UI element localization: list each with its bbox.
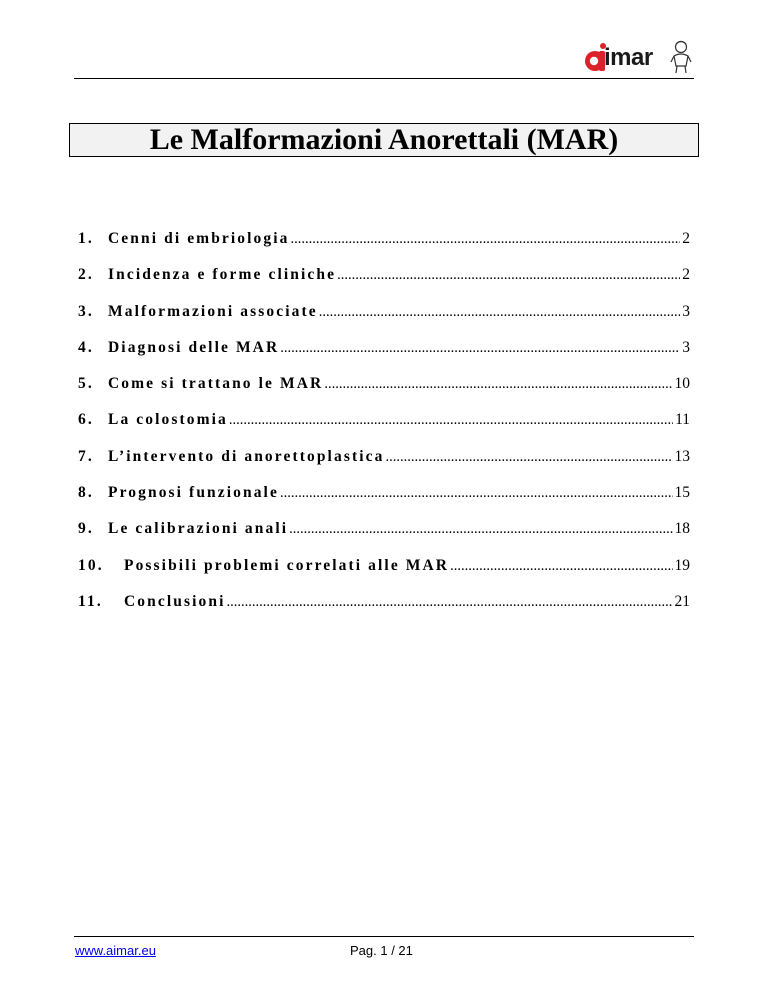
title-box — [69, 123, 699, 157]
toc-entry[interactable] — [78, 375, 690, 411]
toc-title: Conclusioni — [124, 592, 226, 610]
footer-divider — [74, 936, 694, 937]
footer-page-number: Pag. 1 / 21 — [350, 943, 413, 958]
toc-page-number: 10 — [674, 375, 690, 393]
toc-entry[interactable] — [78, 266, 690, 302]
toc-page-number: 2 — [682, 266, 690, 284]
toc-number: 7. — [78, 447, 94, 465]
toc-entry[interactable] — [78, 557, 690, 593]
toc-number: 6. — [78, 411, 94, 429]
toc-title: Le calibrazioni anali — [108, 520, 289, 538]
header-divider — [74, 78, 694, 79]
toc-leader-dots — [280, 485, 673, 502]
toc-number: 2. — [78, 266, 94, 284]
toc-number: 11. — [78, 592, 103, 610]
toc-page-number: 11 — [675, 411, 690, 429]
toc-leader-dots — [227, 594, 673, 611]
toc-title: Cenni di embriologia — [108, 230, 290, 247]
aimar-logo — [582, 40, 694, 76]
toc-entry[interactable] — [78, 339, 690, 375]
toc-entry[interactable] — [78, 484, 690, 520]
toc-title: Incidenza e forme cliniche — [108, 266, 337, 284]
toc-number: 9. — [78, 520, 94, 538]
toc-page-number: 3 — [682, 338, 690, 356]
toc-number: 5. — [78, 375, 94, 393]
toc-number: 1. — [78, 230, 94, 247]
toc-entry[interactable] — [78, 520, 690, 556]
toc-leader-dots — [280, 340, 680, 357]
toc-title: Diagnosi delle MAR — [108, 338, 280, 356]
toc-page-number: 3 — [682, 302, 690, 320]
document-title: Le Malformazioni Anorettali (MAR) — [149, 123, 619, 156]
toc-title: L’intervento di anorettoplastica — [108, 447, 385, 465]
toc-page-number: 18 — [674, 520, 690, 538]
toc-title: La colostomia — [108, 411, 228, 429]
toc-leader-dots — [324, 376, 672, 393]
toc-title: Prognosi funzionale — [108, 484, 279, 502]
toc-number: 8. — [78, 484, 94, 502]
logo-wordmark: imar — [604, 44, 653, 71]
toc-title: Come si trattano le MAR — [108, 375, 324, 393]
toc-page-number: 13 — [674, 447, 690, 465]
toc-leader-dots — [229, 412, 673, 429]
toc-page-number: 19 — [674, 556, 690, 574]
toc-leader-dots — [337, 267, 680, 284]
toc-leader-dots — [450, 558, 672, 575]
toc-number: 10. — [78, 556, 104, 574]
toc-leader-dots — [289, 521, 672, 538]
toc-entry[interactable] — [78, 593, 690, 629]
toc-title: Possibili problemi correlati alle MAR — [124, 556, 450, 574]
table-of-contents — [78, 230, 690, 629]
toc-page-number: 15 — [674, 484, 690, 502]
toc-entry[interactable] — [78, 303, 690, 339]
footer-website-link[interactable]: www.aimar.eu — [75, 943, 156, 958]
toc-page-number: 21 — [674, 592, 690, 610]
child-figure-icon — [670, 40, 692, 74]
toc-number: 4. — [78, 338, 94, 356]
toc-leader-dots — [385, 449, 672, 466]
toc-entry[interactable] — [78, 230, 690, 266]
toc-title: Malformazioni associate — [108, 302, 318, 320]
toc-entry[interactable] — [78, 411, 690, 447]
toc-entry[interactable] — [78, 448, 690, 484]
toc-page-number: 2 — [682, 230, 690, 247]
toc-number: 3. — [78, 302, 94, 320]
toc-leader-dots — [291, 231, 681, 248]
toc-leader-dots — [319, 304, 681, 321]
